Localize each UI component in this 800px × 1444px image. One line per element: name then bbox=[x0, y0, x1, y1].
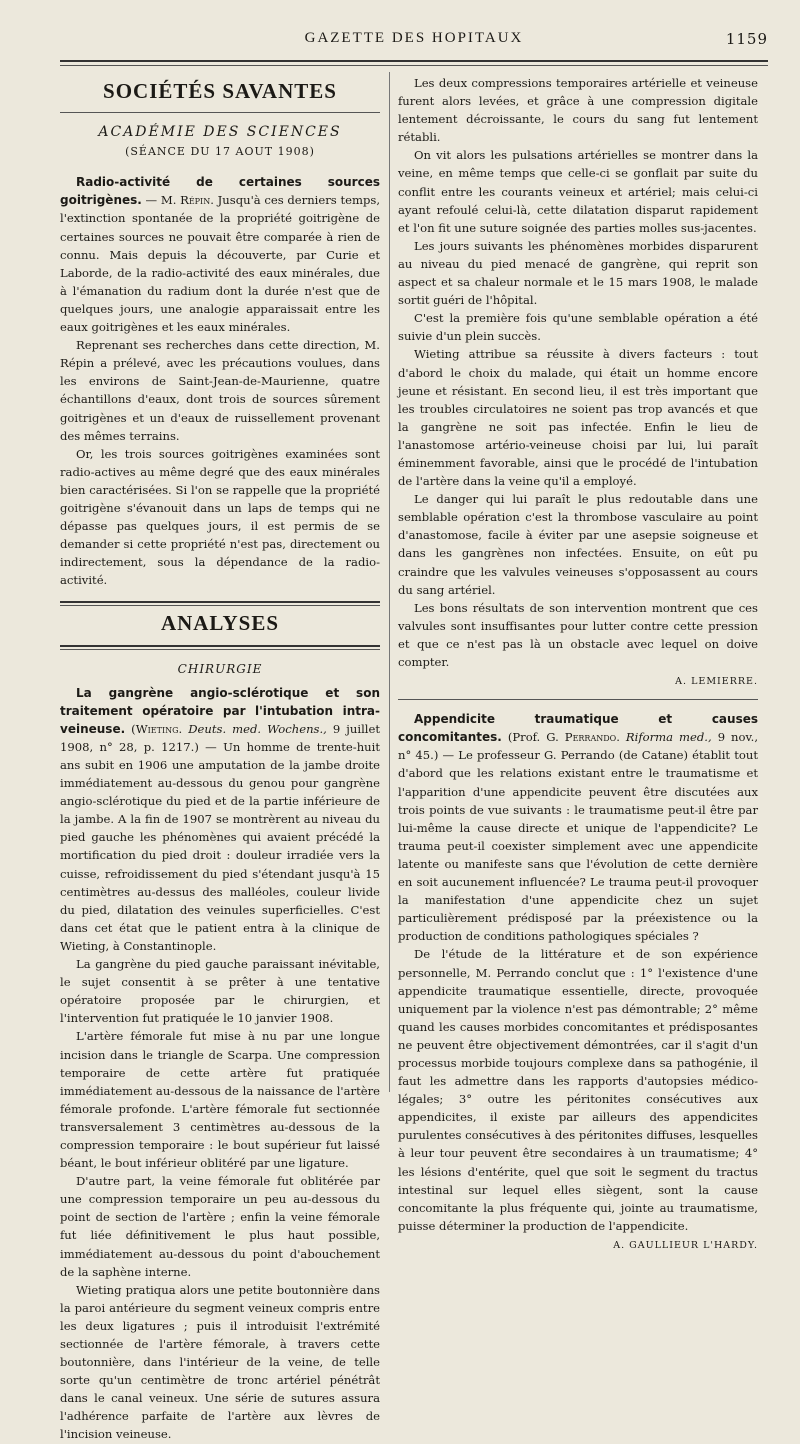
left-column bbox=[60, 74, 380, 1444]
header-rule bbox=[60, 60, 768, 62]
section-rule-thin bbox=[60, 649, 380, 650]
article-paragraph: Les deux compressions temporaires artérielle et veineuse furent alors levées, et grâce à une compression digitale lentement décroissante, le cours du sang fut lentement rétabli. bbox=[398, 76, 758, 145]
article-paragraph: Les bons résultats de son intervention montrent que ces valvules sont insuffisantes pour lutter contre cette pression et que ce n'est pas là un obstacle avec lequel on doive compter. bbox=[398, 600, 758, 669]
article-paragraph: De l'étude de la littérature et de son expérience personnelle, M. Perrando conclut que : 1° l'existence d'une appendicite traumatique essentielle, directe, provoquée uniquement par la violence n'est pas démontrable; 2° même quand les causes morbides concomitantes et prédisposantes ne peuvent être objectivement démontrées, car il s'agit d'un processus morbide toujours complexe dans sa pathogénie, il faut les admettre dans les rapports d'autopsies médico-légales; 3° outre les péritonites consécutives aux appendicites, il existe par ailleurs des appendicites purulentes consécutives à des péritonites diffuses, lesquelles à leur tour peuvent être secondaires à un traumatisme; 4° les lésions d'entérite, quel que soit le segment du tractus intestinal sur lequel elles siègent, sont la cause concomitante la plus fréquente qui, jointe au traumatisme, puisse déterminer la production de l'appendicite. bbox=[398, 947, 758, 1233]
article-paragraph: Or, les trois sources goitrigènes examinées sont radio-actives au même degré que des eaux minérales bien caractérisées. Si l'on se rappelle que la propriété goitrigène s'évanouit dans un laps de temps qui ne dépasse pas quelques jours, il est permis de se demander si cette propriété n'est pas, directement ou indirectement, sous la dépendance de la radio-activité. bbox=[60, 446, 380, 588]
journal-ref-prefix: (Prof. G. bbox=[507, 730, 559, 745]
article-title: Appendicite traumatique et causes concomitantes. bbox=[398, 712, 758, 745]
article-author: Perrando. bbox=[564, 730, 620, 745]
article-paragraph: Le danger qui lui paraît le plus redoutable dans une semblable opération c'est la thrombose vasculaire au point d'anastomose, facile à éviter par une asepsie soigneuse et dans les gangrènes non infectées. Ensuite, on eût pu craindre que les valvules veineuses s'opposassent au cours du sang artériel. bbox=[398, 492, 758, 597]
academy-heading: ACADÉMIE DES SCIENCES bbox=[98, 124, 342, 141]
section-banner-societes: SOCIÉTÉS SAVANTES bbox=[103, 79, 337, 103]
seance-date: (SÉANCE DU 17 AOUT 1908) bbox=[125, 145, 315, 159]
right-column bbox=[398, 74, 758, 1255]
article-paragraph bbox=[398, 710, 758, 945]
journal-name: Deuts. med. Wochens., bbox=[188, 721, 327, 736]
article-paragraph: Reprenant ses recherches dans cette direction, M. Répin a prélevé, avec les précautions voulues, dans les environs de Saint-Jean-de-Maurienne, quatre échantillons d'eaux, dont trois de sources sûrement goitrigènes et un d'eaux de ruissellement provenant des mêmes terrains. bbox=[60, 338, 380, 443]
section-rule bbox=[60, 601, 380, 603]
section-rule-thin bbox=[60, 605, 380, 606]
article-paragraph: Radio-activité de certaines sources goitrigènes. — M. Répin. Jusqu'à ces derniers temps, l'extinction spontanée de la propriété goitrigène de certaines sources ne pouvait être comparée à rien de connu. Mais depuis la découverte, par Curie et Laborde, de la radio-activité des eaux minérales, due à l'émanation du radium dont la durée n'est que de quelques jours, une analogie apparaissait entre les eaux goitrigènes et les eaux minérales. bbox=[60, 175, 381, 335]
journal-ref: 9 nov., n° 45.) — bbox=[398, 730, 759, 763]
article-paragraph: La gangrène du pied gauche paraissant inévitable, le sujet consentit à se prêter à une tentative opératoire proposée par le chirurgien, et l'intervention fut pratiquée le 10 janvier 1908. bbox=[60, 957, 380, 1026]
article-paragraph: L'artère fémorale fut mise à nu par une longue incision dans le triangle de Scarpa. Une compression temporaire de cette artère fut pratiquée immédiatement au-dessous de la naissance de l'artère fémorale profonde. L'artère fémorale fut sectionnée transversalement 3 centimètres au-dessous de la compression temporaire : le bout supérieur fut laissé béant, le bout inférieur oblitéré par une ligature. bbox=[60, 1029, 380, 1171]
article-paragraph: C'est la première fois qu'une semblable opération a été suivie d'un plein succès. bbox=[398, 311, 758, 344]
article-author: (Wieting. bbox=[131, 721, 183, 736]
article-paragraph: Wieting pratiqua alors une petite boutonnière dans la paroi antérieure du segment veineux compris entre les deux ligatures ; puis il introduisit l'extrémité sectionnée de l'artère fémorale, à travers cette boutonnière, dans l'intérieur de la veine, de telle sorte qu'un centimètre de tronc artériel pénétrât dans le canal veineux. Une série de sutures assura l'adhérence parfaite de l'artère aux lèvres de l'incision veineuse. bbox=[60, 1282, 380, 1442]
page-header bbox=[60, 30, 768, 56]
journal-title: GAZETTE DES HOPITAUX bbox=[304, 30, 524, 46]
article-paragraph: Wieting attribue sa réussite à divers facteurs : tout d'abord le choix du malade, qui était un homme encore jeune et résistant. En second lieu, il est très important que les troubles circulatoires ne soient pas trop avancés et que la gangrène ne soit pas infectée. Enfin le lieu de l'anastomose artério-veineuse choisi par lui, lui paraît éminemment favorable, ainsi que le procédé de l'intubation de l'artère dans la veine qu'il a employé. bbox=[398, 347, 758, 489]
article-paragraph: D'autre part, la veine fémorale fut oblitérée par une compression temporaire un peu au-dessous du point de section de l'artère ; enfin la veine fémorale fut liée définitivement le plus haut possible, immédiatement au-dessous du point d'abouchement de la saphène interne. bbox=[60, 1174, 380, 1279]
page-number: 1159 bbox=[725, 30, 768, 48]
header-rule-thin bbox=[60, 65, 768, 66]
section-rule bbox=[60, 645, 380, 647]
article-signature: A. GAULLIEUR L'HARDY. bbox=[613, 1239, 758, 1251]
article-title: Radio-activité de certaines sources goitrigènes. bbox=[60, 175, 380, 208]
article-title: La gangrène angio-sclérotique et son traitement opératoire par l'intubation intra-veineuse. bbox=[60, 685, 380, 736]
article-paragraph: Les jours suivants les phénomènes morbides disparurent au niveau du pied menacé de gangrène, qui reprit son aspect et sa chaleur normale et le 15 mars 1908, le malade sortit guéri de l'hôpital. bbox=[398, 238, 758, 308]
journal-ref: 9 juillet 1908, n° 28, p. 1217.) — bbox=[60, 721, 381, 754]
rubric-heading: CHIRURGIE bbox=[177, 661, 263, 676]
banner-rule bbox=[60, 112, 380, 113]
article-author: M. Répin. bbox=[160, 193, 214, 208]
article-signature: A. LEMIERRE. bbox=[675, 676, 758, 688]
column-divider bbox=[389, 72, 390, 1092]
article-paragraph bbox=[60, 684, 380, 955]
article-text: Le professeur G. Perrando (de Catane) établit tout d'abord que les relations existant entre le traumatisme et l'apparition d'une appendicite peuvent être discutées aux trois points de vue suivants : le traumatisme peut-il être par lui-même la cause directe et unique de l'appendicite? Le trauma peut-il coexister simplement avec une appendicite latente ou manifeste sans que l'évolution de cette dernière en soit aucunement influencée? Le trauma peut-il provoquer la manifestation d'une appendicite chez un sujet particulièrement prédisposé par la préexistence ou la production de conditions pathologiques spéciales ? bbox=[398, 748, 758, 944]
article-text: Un homme de trente-huit ans subit en 1906 une amputation de la jambe droite immédiatement au-dessous du genou pour gangrène angio-sclérotique du pied et de la partie inférieure de la jambe. A la fin de 1907 se montrèrent au niveau du pied gauche les phénomènes qui avaient précédé la mortification du pied droit : douleur irradiée vers la cuisse, refroidissement du pied s'étendant jusqu'à 15 centimètres au-dessus des malléoles, couleur livide du pied, dilatation des veinules superficielles. C'est dans cet état que le patient entra à la clinique de Wieting, à Constantinople. bbox=[60, 739, 381, 953]
article-paragraph: On vit alors les pulsations artérielles se montrer dans la veine, en même temps que celle-ci se gonflait par suite du conflit entre les courants veineux et artériel; mais celui-ci ayant refoulé celui-là, cette dilatation disparut rapidement et l'on fit une suture soignée des parties molles sus-jacentes. bbox=[398, 148, 758, 235]
article-rule bbox=[398, 699, 758, 700]
article-text: Jusqu'à ces derniers temps, l'extinction spontanée de la propriété goitrigène de certaines sources ne pouvait être comparée à rien de connu. Mais depuis la découverte, par Curie et Laborde, de la radio-activité des eaux minérales, due à l'émanation du radium dont la durée n'est que de quelques jours, une analogie apparaissait entre les eaux goitrigènes et les eaux minérales. bbox=[60, 193, 381, 335]
journal-name: Riforma med., bbox=[625, 730, 712, 745]
section-banner-analyses: ANALYSES bbox=[160, 611, 280, 636]
